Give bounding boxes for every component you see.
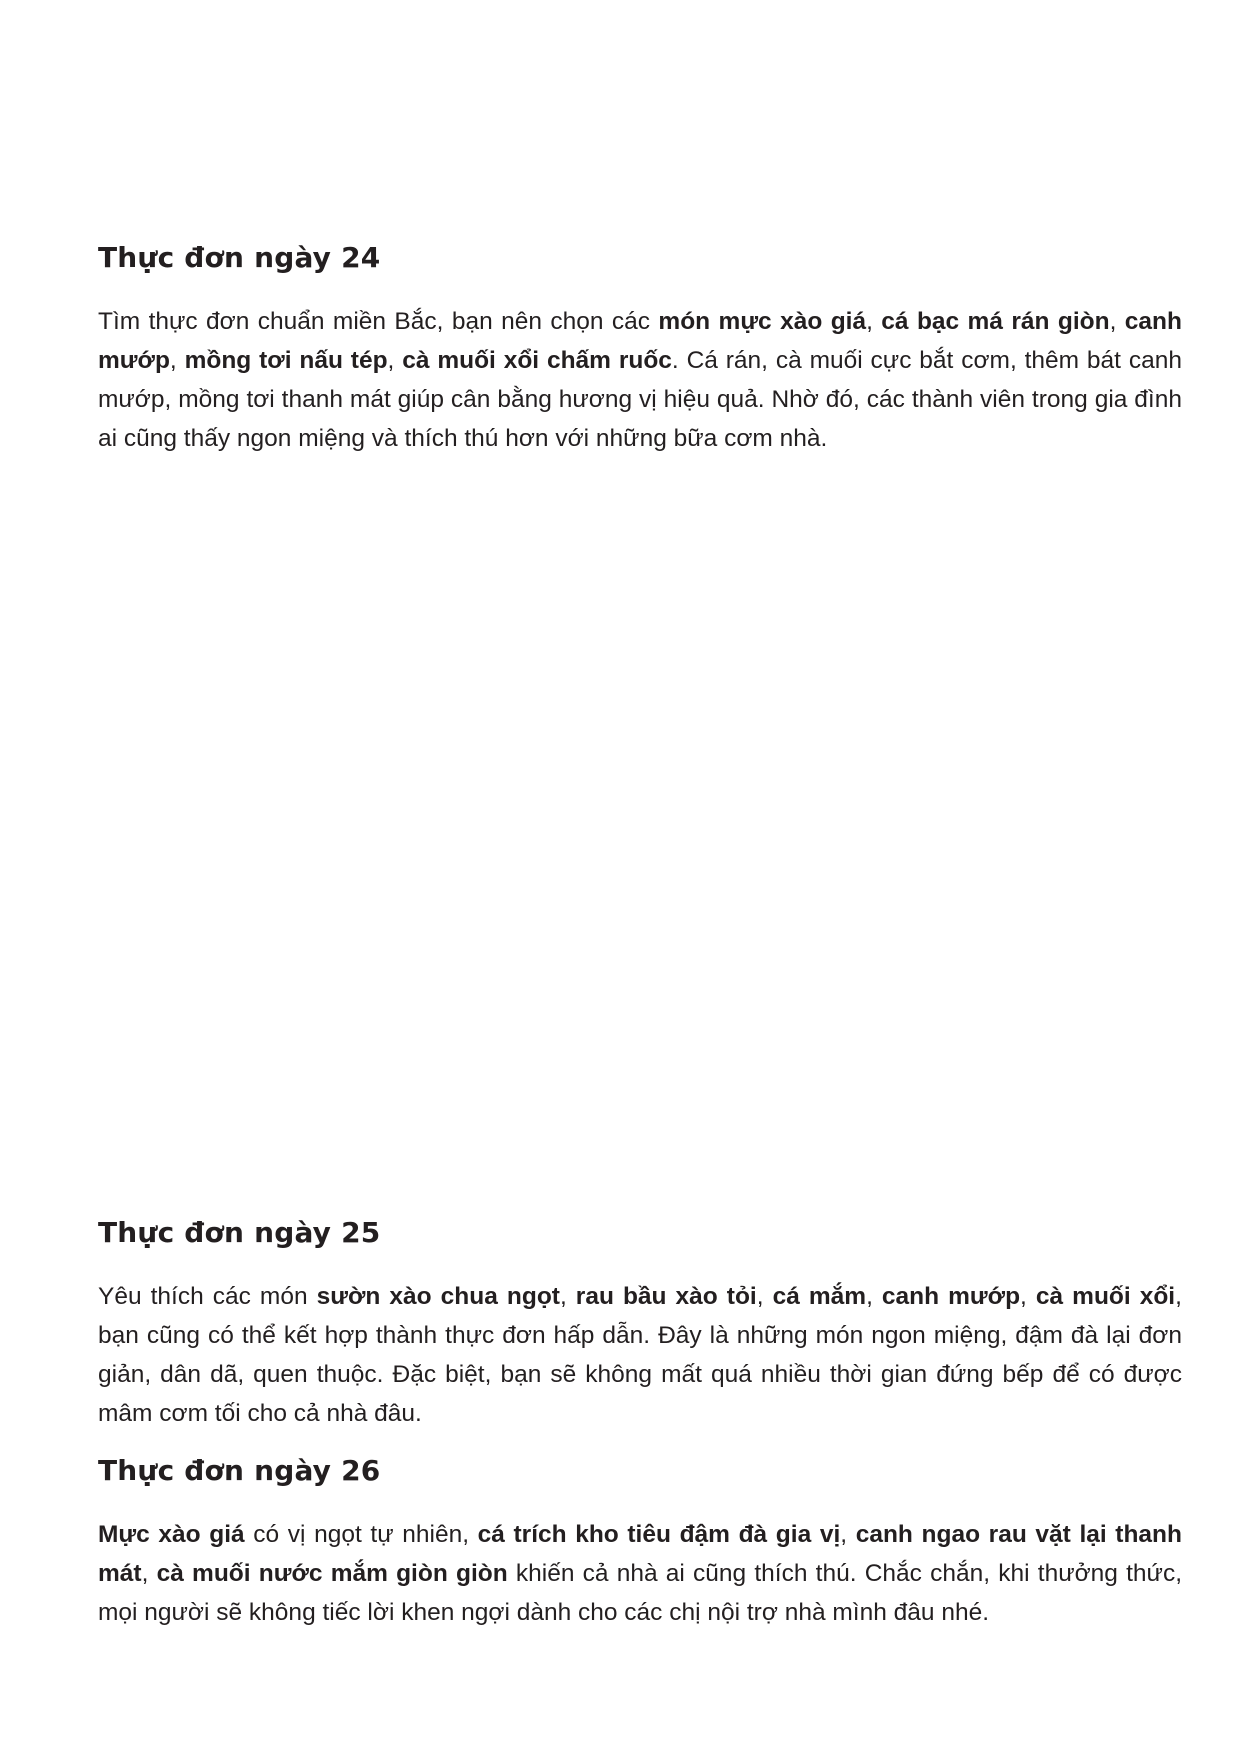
- text-run: ,: [559, 1283, 576, 1310]
- section-paragraph: [98, 302, 1182, 458]
- text-run: ,: [866, 308, 882, 335]
- text-run: Yêu thích các món: [98, 1283, 317, 1310]
- text-run: . Cá rán, cà muối cực bắt cơm, thêm bát canh mướp, mồng tơi thanh mát giúp cân bằng hương vị hiệu quả. Nhờ đó, các thành viên trong gia đình ai cũng thấy ngon miệng và thích thú hơn với những bữa cơm nhà.: [98, 347, 1182, 452]
- text-run: ,: [169, 347, 185, 374]
- section-paragraph: [98, 1515, 1182, 1632]
- section-paragraph: [98, 1277, 1182, 1433]
- bold-dish-name: cá trích kho tiêu đậm đà gia vị: [477, 1521, 841, 1548]
- menu-day-26-section: [98, 1453, 1182, 1632]
- bold-dish-name: rau bầu xào tỏi: [575, 1283, 757, 1310]
- bold-dish-name: canh mướp: [98, 308, 1182, 374]
- bold-dish-name: cà muối xổi: [1035, 1283, 1176, 1310]
- bold-dish-name: cà muối xổi chấm ruốc: [402, 347, 672, 374]
- text-run: ,: [141, 1560, 157, 1587]
- text-run: ,: [1109, 308, 1125, 335]
- bold-dish-name: canh ngao rau vặt lại thanh mát: [98, 1521, 1182, 1587]
- section-heading: Thực đơn ngày 25: [98, 1216, 381, 1249]
- text-run: Tìm thực đơn chuẩn miền Bắc, bạn nên chọn các: [98, 308, 659, 335]
- menu-day-25-section: [98, 1215, 1182, 1433]
- menu-day-24-section: [98, 240, 1182, 458]
- bold-dish-name: mồng tơi nấu tép: [184, 347, 388, 374]
- text-run: ,: [1020, 1283, 1036, 1310]
- text-run: ,: [840, 1521, 856, 1548]
- text-run: có vị ngọt tự nhiên,: [244, 1521, 478, 1548]
- bold-dish-name: cá mắm: [772, 1283, 867, 1310]
- text-run: ,: [866, 1283, 882, 1310]
- bold-dish-name: món mực xào giá: [658, 308, 867, 335]
- bold-dish-name: Mực xào giá: [98, 1521, 245, 1548]
- text-run: , bạn cũng có thể kết hợp thành thực đơn hấp dẫn. Đây là những món ngon miệng, đậm đà lại đơn giản, dân dã, quen thuộc. Đặc biệt, bạn sẽ không mất quá nhiều thời gian đứng bếp để có được mâm cơm tối cho cả nhà đâu.: [98, 1283, 1182, 1427]
- bold-dish-name: sườn xào chua ngọt: [316, 1283, 560, 1310]
- section-heading: Thực đơn ngày 24: [98, 241, 381, 274]
- text-run: ,: [756, 1283, 773, 1310]
- bold-dish-name: cà muối nước mắm giòn giòn: [156, 1560, 508, 1587]
- text-run: ,: [387, 347, 403, 374]
- text-run: khiến cả nhà ai cũng thích thú. Chắc chắn, khi thưởng thức, mọi người sẽ không tiếc lời khen ngợi dành cho các chị nội trợ nhà mình đâu nhé.: [98, 1560, 1182, 1626]
- bold-dish-name: cá bạc má rán giòn: [881, 308, 1110, 335]
- section-heading: Thực đơn ngày 26: [98, 1454, 381, 1487]
- bold-dish-name: canh mướp: [881, 1283, 1021, 1310]
